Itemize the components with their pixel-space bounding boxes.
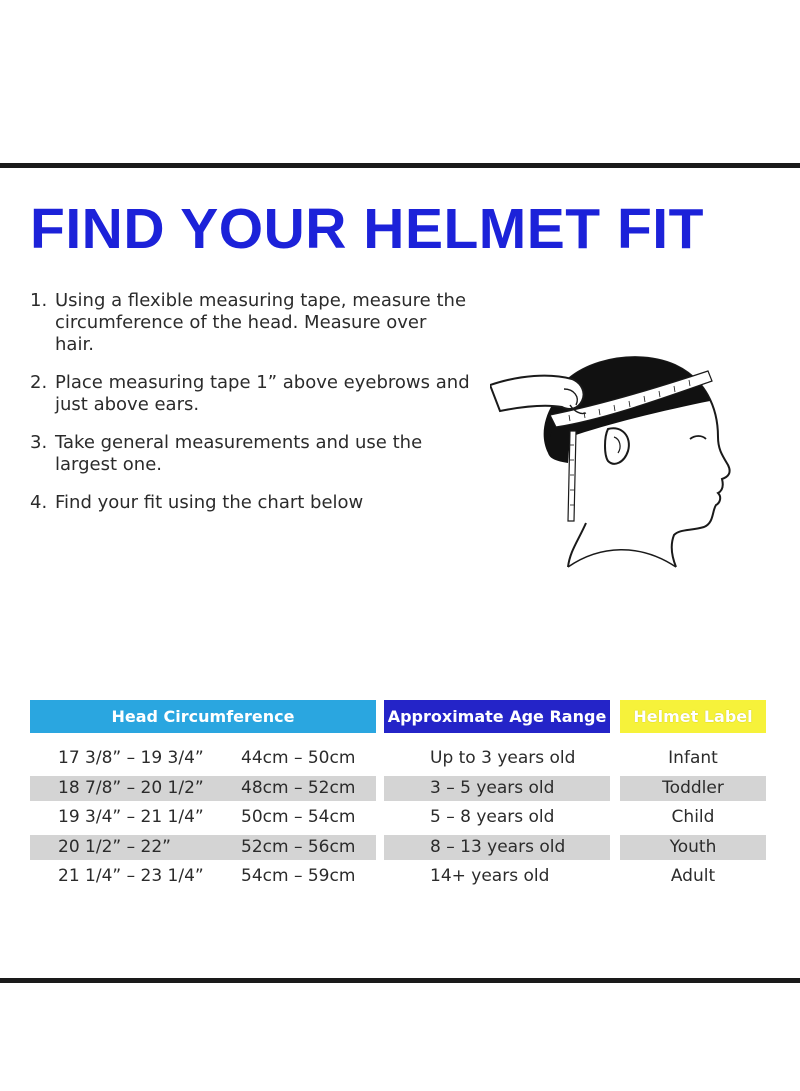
cell-inches: 21 1/4” – 23 1/4” [58, 866, 204, 886]
cell-label: Child [671, 807, 715, 827]
cell-label: Youth [669, 836, 717, 857]
size-chart [30, 700, 766, 892]
bottom-divider [0, 978, 800, 983]
step-number: 2. [30, 372, 48, 393]
cell-age: 14+ years old [430, 866, 550, 886]
cell-age: Up to 3 years old [430, 748, 576, 768]
instruction-step [30, 432, 470, 476]
instructions-list [30, 290, 470, 530]
table-row [30, 744, 766, 774]
cell-cm: 52cm – 56cm [241, 836, 356, 857]
cell-label: Infant [668, 748, 718, 768]
step-text: Place measuring tape 1” above eyebrows and just above ears. [55, 372, 470, 415]
header-helmet-label: Helmet Label [620, 700, 766, 733]
chart-header [30, 700, 766, 736]
cell-cm: 54cm – 59cm [241, 866, 356, 886]
cell-label: Adult [670, 866, 716, 886]
cell-inches: 20 1/2” – 22” [58, 836, 171, 857]
step-text: Find your fit using the chart below [55, 492, 364, 513]
instruction-step [30, 372, 470, 416]
cell-age: 3 – 5 years old [430, 777, 555, 798]
chart-rows [30, 744, 766, 892]
table-row [30, 803, 766, 833]
head-measuring-tape-icon [490, 345, 750, 575]
cell-label: Toddler [662, 777, 724, 798]
top-divider [0, 163, 800, 168]
table-row [30, 862, 766, 892]
cell-inches: 18 7/8” – 20 1/2” [58, 777, 204, 798]
step-number: 3. [30, 432, 48, 453]
header-age-range: Approximate Age Range [384, 700, 610, 733]
cell-cm: 48cm – 52cm [241, 777, 356, 798]
header-head-circumference: Head Circumference [30, 700, 376, 733]
step-text: Take general measurements and use the largest one. [55, 432, 423, 475]
cell-cm: 50cm – 54cm [241, 807, 356, 827]
instruction-step [30, 492, 470, 514]
cell-inches: 19 3/4” – 21 1/4” [58, 807, 204, 827]
table-row [30, 774, 766, 804]
cell-age: 8 – 13 years old [430, 836, 566, 857]
step-number: 4. [30, 492, 48, 513]
cell-cm: 44cm – 50cm [241, 748, 356, 768]
table-row [30, 833, 766, 863]
step-text: Using a flexible measuring tape, measure the circumference of the head. Measure over hair. [55, 290, 467, 355]
instruction-step [30, 290, 470, 356]
cell-inches: 17 3/8” – 19 3/4” [58, 748, 204, 768]
cell-age: 5 – 8 years old [430, 807, 555, 827]
step-number: 1. [30, 290, 48, 311]
page-title: FIND YOUR HELMET FIT [30, 197, 704, 261]
